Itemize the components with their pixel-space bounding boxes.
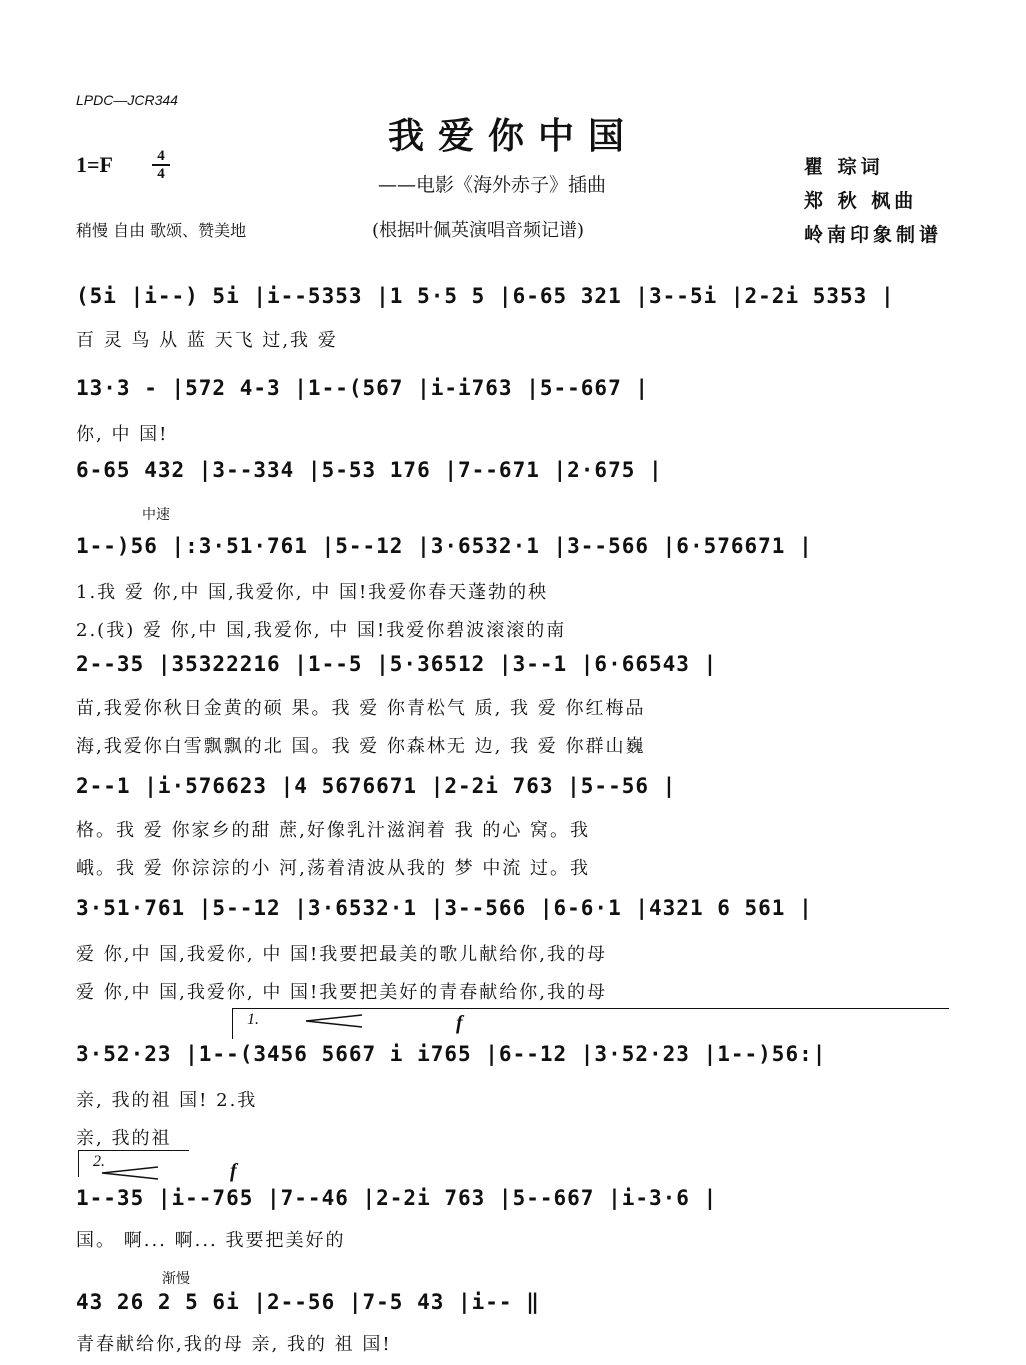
lyric-line: 峨。我 爱 你淙淙的小 河,荡着清波从我的 梦 中流 过。我 [76, 858, 591, 879]
lyric-line: 苗,我爱你秋日金黄的硕 果。我 爱 你青松气 质, 我 爱 你红梅品 [76, 698, 646, 719]
song-title: 我爱你中国 [387, 115, 638, 157]
first-ending-label: 1. [247, 1011, 259, 1028]
transcriber-credit: 岭南印象制谱 [804, 224, 943, 246]
crescendo-hairpin [304, 1014, 364, 1028]
notation-line: 1--)56 |:3·51·761 |5--12 |3·6532·1 |3--566 |6·576671 | [76, 534, 813, 558]
lyric-line: 你, 中 国! [76, 424, 169, 445]
lyric-line: 百 灵 鸟 从 蓝 天飞 过,我 爱 [76, 330, 338, 351]
lyric-line: 格。我 爱 你家乡的甜 蔗,好像乳汁滋润着 我 的心 窝。我 [76, 820, 591, 841]
lyricist-credit: 瞿 琮词 [804, 156, 884, 178]
composer-credit: 郑 秋 枫曲 [804, 190, 918, 212]
time-signature [152, 148, 170, 182]
lyric-line: 2.(我) 爱 你,中 国,我爱你, 中 国!我爱你碧波滚滚的南 [76, 620, 567, 641]
notation-line: 1--35 |i--765 |7--46 |2-2i 763 |5--667 |i-3·6 | [76, 1186, 718, 1210]
lyric-line: 爱 你,中 国,我爱你, 中 国!我要把美好的青春献给你,我的母 [76, 982, 608, 1003]
lyric-line: 青春献给你,我的母 亲, 我的 祖 国! [76, 1334, 392, 1355]
notation-line: 2--35 |35322216 |1--5 |5·36512 |3--1 |6·66543 | [76, 652, 718, 676]
notation-line: 6-65 432 |3--334 |5-53 176 |7--671 |2·675 | [76, 458, 663, 482]
notation-line: (5i |i--) 5i |i--5353 |1 5·5 5 |6-65 321 |3--5i |2-2i 5353 | [76, 284, 895, 308]
source-note: (根据叶佩英演唱音频记谱) [372, 220, 585, 241]
second-ending-label: 2. [93, 1153, 105, 1170]
forte-marking: f [456, 1012, 463, 1034]
notation-line: 3·52·23 |1--(3456 5667 i i765 |6--12 |3·52·23 |1--)56:| [76, 1042, 827, 1066]
lyric-line: 1.我 爱 你,中 国,我爱你, 中 国!我爱你春天蓬勃的秧 [76, 582, 549, 603]
meter-top: 4 [152, 148, 170, 166]
key-signature: 1=F [76, 152, 113, 177]
subtitle: ——电影《海外赤子》插曲 [378, 174, 607, 196]
notation-line: 43 26 2 5 6i |2--56 |7-5 43 |i-- ‖ [76, 1290, 540, 1314]
crescendo-hairpin [100, 1166, 160, 1180]
meter-bottom: 4 [157, 166, 165, 182]
notation-line: 2--1 |i·576623 |4 5676671 |2-2i 763 |5--56 | [76, 774, 677, 798]
lyric-line: 爱 你,中 国,我爱你, 中 国!我要把最美的歌儿献给你,我的母 [76, 944, 608, 965]
score-code: LPDC—JCR344 [76, 92, 178, 108]
tempo-marking: 稍慢 自由 歌颂、赞美地 [76, 221, 247, 240]
notation-line: 13·3 - |572 4-3 |1--(567 |i-i763 |5--667 | [76, 376, 650, 400]
lyric-line: 亲, 我的祖 国! 2.我 [76, 1090, 258, 1111]
forte-marking: f [230, 1160, 237, 1182]
notation-line: 3·51·761 |5--12 |3·6532·1 |3--566 |6-6·1 |4321 6 561 | [76, 896, 813, 920]
lyric-line: 亲, 我的祖 [76, 1128, 172, 1149]
slowing-marking: 渐慢 [162, 1271, 190, 1287]
lyric-line: 国。 啊... 啊... 我要把美好的 [76, 1230, 346, 1251]
mid-tempo-marking: 中速 [142, 507, 170, 523]
lyric-line: 海,我爱你白雪飘飘的北 国。我 爱 你森林无 边, 我 爱 你群山巍 [76, 736, 646, 757]
